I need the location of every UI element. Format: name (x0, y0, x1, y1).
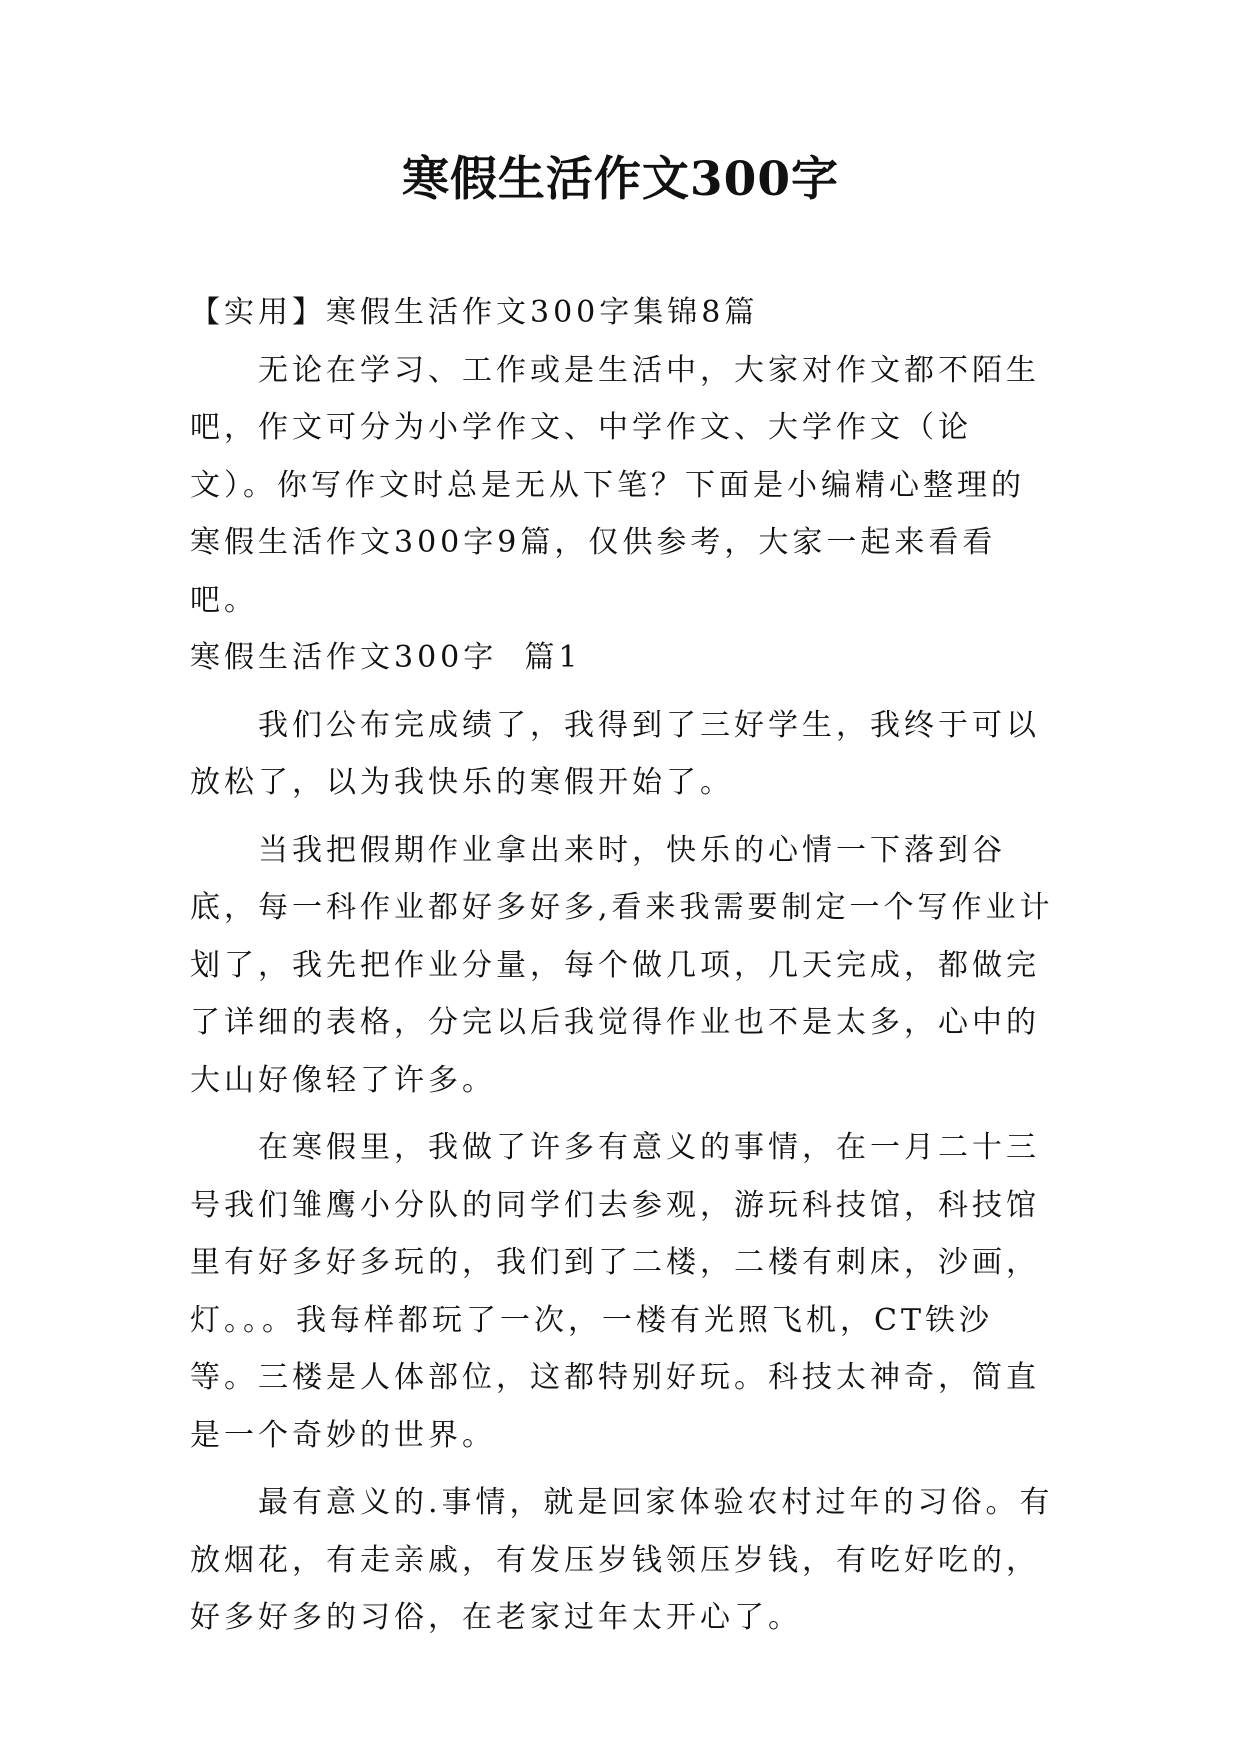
body-paragraph: 最有意义的.事情，就是回家体验农村过年的习俗。有放烟花，有走亲戚，有发压岁钱领压岁钱，有吃好吃的，好多好多的习俗，在老家过年太开心了。 (190, 1485, 1054, 1635)
document-title: 寒假生活作文300字 (401, 152, 840, 207)
document-body (190, 284, 1055, 1647)
document-subtitle: 【实用】寒假生活作文300字集锦8篇 (190, 295, 759, 330)
section-heading: 寒假生活作文300字 篇1 (190, 640, 582, 675)
body-paragraph: 在寒假里，我做了许多有意义的事情，在一月二十三号我们雏鹰小分队的同学们去参观，游玩科技馆，科技馆里有好多好多玩的，我们到了二楼，二楼有刺床，沙画，灯。。。我每样都玩了一次，一楼有光照飞机，CT铁沙等。三楼是人体部位，这都特别好玩。科技太神奇，简直是一个奇妙的世界。 (190, 1130, 1040, 1453)
intro-paragraph: 无论在学习、工作或是生活中，大家对作文都不陌生吧，作文可分为小学作文、中学作文、大学作文（论文）。你写作文时总是无从下笔？下面是小编精心整理的寒假生活作文300字9篇，仅供参考，大家一起来看看吧。 (190, 352, 1040, 618)
body-paragraph: 当我把假期作业拿出来时，快乐的心情一下落到谷底，每一科作业都好多好多,看来我需要制定一个写作业计划了，我先把作业分量，每个做几项，几天完成，都做完了详细的表格，分完以后我觉得作业也不是太多，心中的大山好像轻了许多。 (190, 832, 1054, 1098)
body-paragraph: 我们公布完成绩了，我得到了三好学生，我终于可以放松了，以为我快乐的寒假开始了。 (190, 707, 1040, 800)
